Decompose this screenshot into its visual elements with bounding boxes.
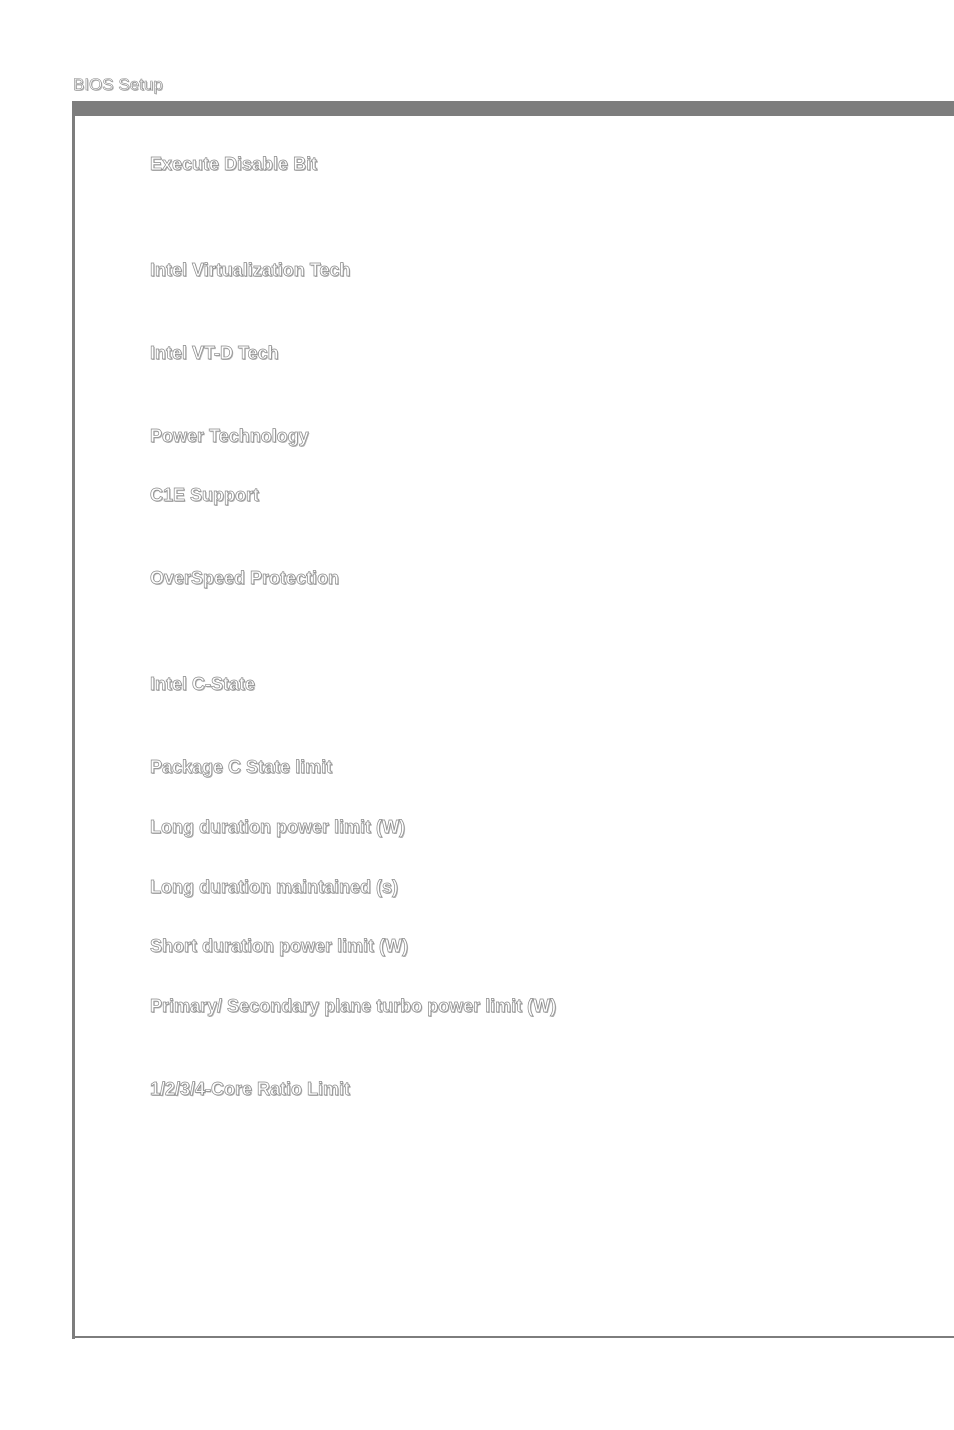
- setting-long-duration-power-limit: Long duration power limit (W): [150, 817, 405, 837]
- setting-long-duration-maintained: Long duration maintained (s): [150, 877, 398, 897]
- setting-intel-virtualization-tech: Intel Virtualization Tech: [150, 260, 351, 280]
- setting-intel-vt-d-tech: Intel VT-D Tech: [150, 343, 279, 363]
- left-border-rule: [72, 101, 75, 1339]
- bottom-border-rule: [72, 1336, 954, 1338]
- setting-c1e-support: C1E Support: [150, 485, 260, 505]
- page-header-title: BIOS Setup: [73, 75, 163, 94]
- setting-overspeed-protection: OverSpeed Protection: [150, 568, 340, 588]
- setting-execute-disable-bit: Execute Disable Bit: [150, 154, 318, 174]
- setting-short-duration-power-limit: Short duration power limit (W): [150, 936, 408, 956]
- setting-plane-turbo-power-limit: Primary/ Secondary plane turbo power limit (W): [150, 996, 557, 1016]
- setting-package-c-state-limit: Package C State limit: [150, 757, 333, 777]
- header-bar: [73, 101, 954, 116]
- setting-intel-c-state: Intel C-State: [150, 674, 256, 694]
- setting-core-ratio-limit: 1/2/3/4-Core Ratio Limit: [150, 1079, 351, 1099]
- setting-power-technology: Power Technology: [150, 426, 309, 446]
